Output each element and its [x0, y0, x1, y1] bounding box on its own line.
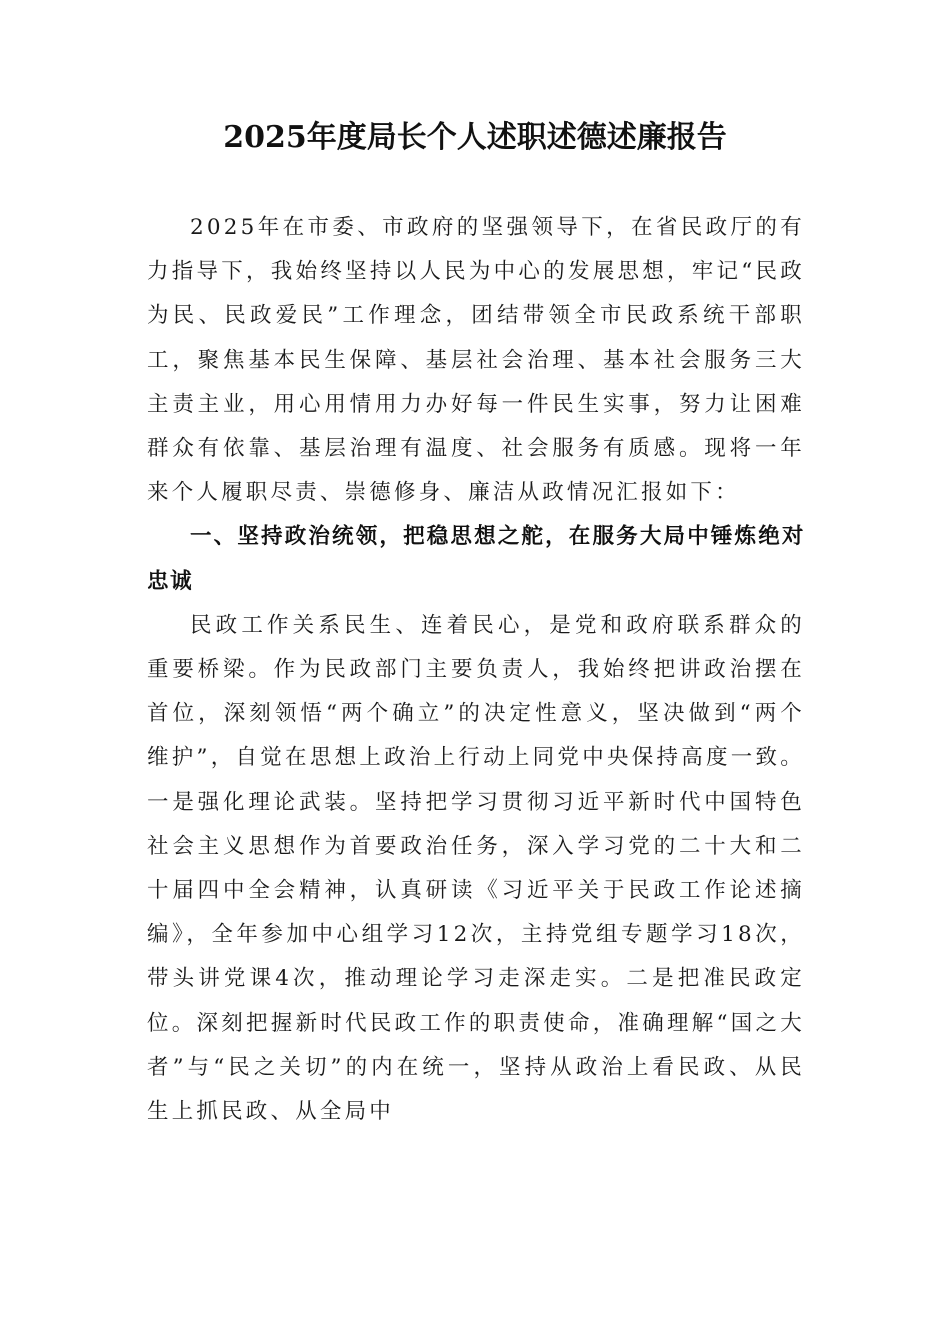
section-heading-1: 一、坚持政治统领，把稳思想之舵，在服务大局中锤炼绝对忠诚 [147, 524, 805, 594]
page-title: 2025年度局长个人述职述德述廉报告 [223, 120, 727, 155]
document-body [147, 206, 805, 1134]
intro-paragraph: 2025年在市委、市政府的坚强领导下，在省民政厅的有力指导下，我始终坚持以人民为中心的发展思想，牢记“民政为民、民政爱民”工作理念，团结带领全市民政系统干部职工，聚焦基本民生保障、基层社会治理、基本社会服务三大主责主业，用心用情用力办好每一件民生实事，努力让困难群众有依靠、基层治理有温度、社会服务有质感。现将一年来个人履职尽责、崇德修身、廉洁从政情况汇报如下： [147, 215, 805, 506]
section-1-paragraph: 民政工作关系民生、连着民心，是党和政府联系群众的重要桥梁。作为民政部门主要负责人，我始终把讲政治摆在首位，深刻领悟“两个确立”的决定性意义，坚决做到“两个维护”，自觉在思想上政治上行动上同党中央保持高度一致。一是强化理论武装。坚持把学习贯彻习近平新时代中国特色社会主义思想作为首要政治任务，深入学习党的二十大和二十届四中全会精神，认真研读《习近平关于民政工作论述摘编》，全年参加中心组学习12次，主持党组专题学习18次，带头讲党课4次，推动理论学习走深走实。二是把准民政定位。深刻把握新时代民政工作的职责使命，准确理解“国之大者”与“民之关切”的内在统一，坚持从政治上看民政、从民生上抓民政、从全局中 [147, 612, 805, 1125]
